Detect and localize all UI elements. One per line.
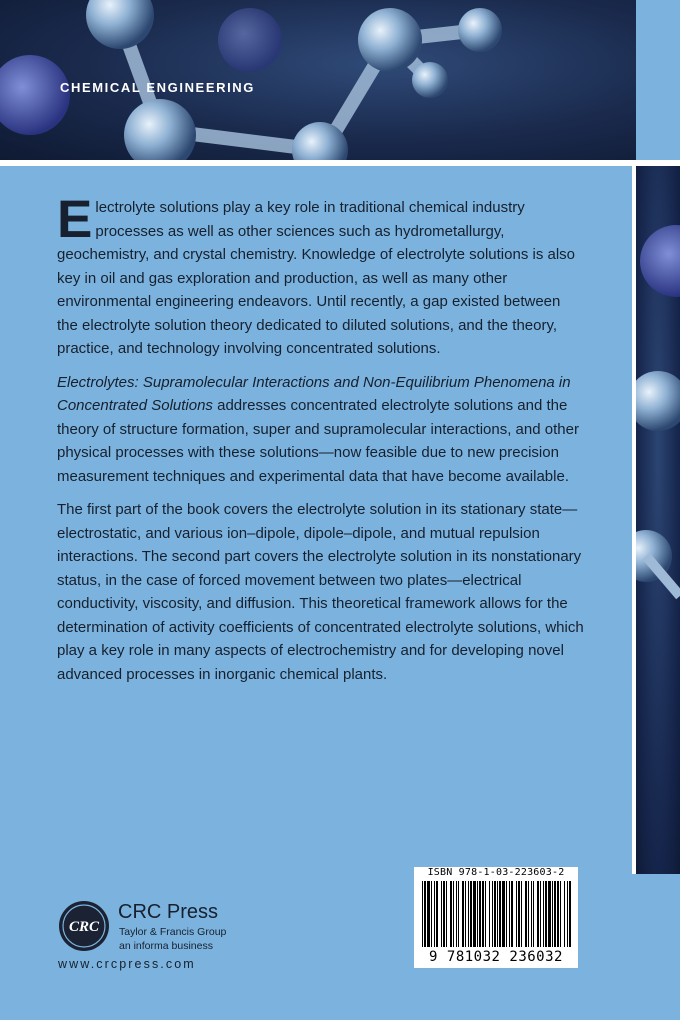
barcode-bar bbox=[465, 881, 466, 947]
barcode-bar bbox=[516, 881, 517, 947]
barcode-bar bbox=[548, 881, 551, 947]
barcode-bar bbox=[453, 881, 454, 947]
barcode-bar bbox=[525, 881, 527, 947]
barcode-bar bbox=[479, 881, 481, 947]
barcode-bar bbox=[499, 881, 501, 947]
barcode-bar bbox=[492, 881, 493, 947]
barcode-bar bbox=[511, 881, 513, 947]
series-label: CHEMICAL ENGINEERING bbox=[60, 80, 255, 95]
publisher-block bbox=[58, 895, 288, 975]
barcode-bar bbox=[485, 881, 486, 947]
publisher-group: Taylor & Francis Group bbox=[119, 926, 227, 938]
crc-logo-icon bbox=[58, 900, 110, 952]
back-cover-description bbox=[57, 190, 585, 696]
barcode-bar bbox=[436, 881, 438, 947]
barcode-bar bbox=[422, 881, 423, 947]
barcode-bar bbox=[473, 881, 476, 947]
publisher-url: www.crcpress.com bbox=[58, 957, 196, 971]
paragraph-3: The first part of the book covers the electrolyte solution in its stationary state—electrostatic, and various ion–dipole, dipole–dipole, and mutual repulsion interactions. The second part covers the electrolyte solution in its nonstationary status, in the case of forced movement between two plates—electrical conductivity, viscosity, and diffusion. This theoretical framework allows for the determination of activity coefficients of concentrated electrolyte solutions, which play a key role in many aspects of electrochemistry and for developing novel advanced processes in inorganic chemical plants. bbox=[57, 501, 584, 683]
isbn-barcode bbox=[414, 867, 578, 968]
barcode-bar bbox=[518, 881, 520, 947]
barcode-digits: 9 781032 236032 bbox=[429, 949, 563, 965]
barcode-bar bbox=[477, 881, 478, 947]
barcode-bar bbox=[528, 881, 529, 947]
barcode-bar bbox=[502, 881, 505, 947]
paragraph-2 bbox=[57, 371, 585, 489]
cover-banner bbox=[0, 0, 636, 160]
barcode-bar bbox=[552, 881, 553, 947]
barcode-bar bbox=[489, 881, 490, 947]
publisher-business: an informa business bbox=[119, 940, 213, 952]
barcode-bar bbox=[569, 881, 571, 947]
barcode-bar bbox=[540, 881, 541, 947]
crc-logo-text: CRC bbox=[68, 919, 100, 935]
barcode-bar bbox=[497, 881, 498, 947]
barcode-bar bbox=[450, 881, 452, 947]
barcode-bar bbox=[456, 881, 457, 947]
side-molecule-illustration bbox=[636, 166, 680, 874]
barcode-bar bbox=[443, 881, 445, 947]
barcode-bar bbox=[506, 881, 507, 947]
barcode-bar bbox=[468, 881, 469, 947]
barcode-bar bbox=[537, 881, 539, 947]
barcode-bar bbox=[521, 881, 522, 947]
paragraph-1-text: lectrolyte solutions play a key role in traditional chemical industry processes as well as other sciences such as hydrometallurgy, geochemistry, and crystal chemistry. Knowledge of electrolyte solutions is also key in oil and gas exploration and production, as well as many other environmental engineering endeavors. Until recently, a gap existed between the electrolyte solution theory dedicated to diluted solutions, and the theory, practice, and technology involving concentrated solutions. bbox=[57, 199, 576, 357]
barcode-bar bbox=[470, 881, 472, 947]
barcode-bar bbox=[424, 881, 426, 947]
barcode-bar bbox=[509, 881, 510, 947]
barcode-bar bbox=[462, 881, 464, 947]
barcode-bar bbox=[533, 881, 534, 947]
barcode-bar bbox=[427, 881, 430, 947]
barcode-bar bbox=[567, 881, 568, 947]
barcode-bar bbox=[441, 881, 442, 947]
barcode-bar bbox=[560, 881, 561, 947]
drop-cap: E bbox=[57, 190, 93, 249]
barcode-bar bbox=[554, 881, 556, 947]
barcode-bar bbox=[557, 881, 559, 947]
side-image-strip bbox=[636, 166, 680, 874]
barcode-bar bbox=[431, 881, 432, 947]
barcode-bar bbox=[494, 881, 496, 947]
barcode-bar bbox=[458, 881, 459, 947]
barcode-bar bbox=[446, 881, 447, 947]
publisher-name: CRC Press bbox=[118, 901, 219, 923]
barcode-bar bbox=[482, 881, 484, 947]
barcode-bar bbox=[434, 881, 435, 947]
isbn-label: ISBN 978-1-03-223603-2 bbox=[427, 867, 565, 878]
barcode-bar bbox=[564, 881, 565, 947]
paragraph-2-text: addresses concentrated electrolyte solutions and the theory of structure formation, super and supramolecular interactions, and other physical processes with these solutions—now feasible due to new precision measurement techniques and experimental data that have become available. bbox=[57, 397, 579, 485]
banner-divider bbox=[0, 160, 680, 166]
barcode-bar bbox=[545, 881, 547, 947]
barcode-bar bbox=[543, 881, 544, 947]
book-title: Electrolytes: Supramolecular Interactions and Non-Equilibrium Phenomena in Concentrated Solutions bbox=[57, 373, 571, 414]
paragraph-1 bbox=[57, 190, 585, 361]
barcode-bar bbox=[531, 881, 532, 947]
